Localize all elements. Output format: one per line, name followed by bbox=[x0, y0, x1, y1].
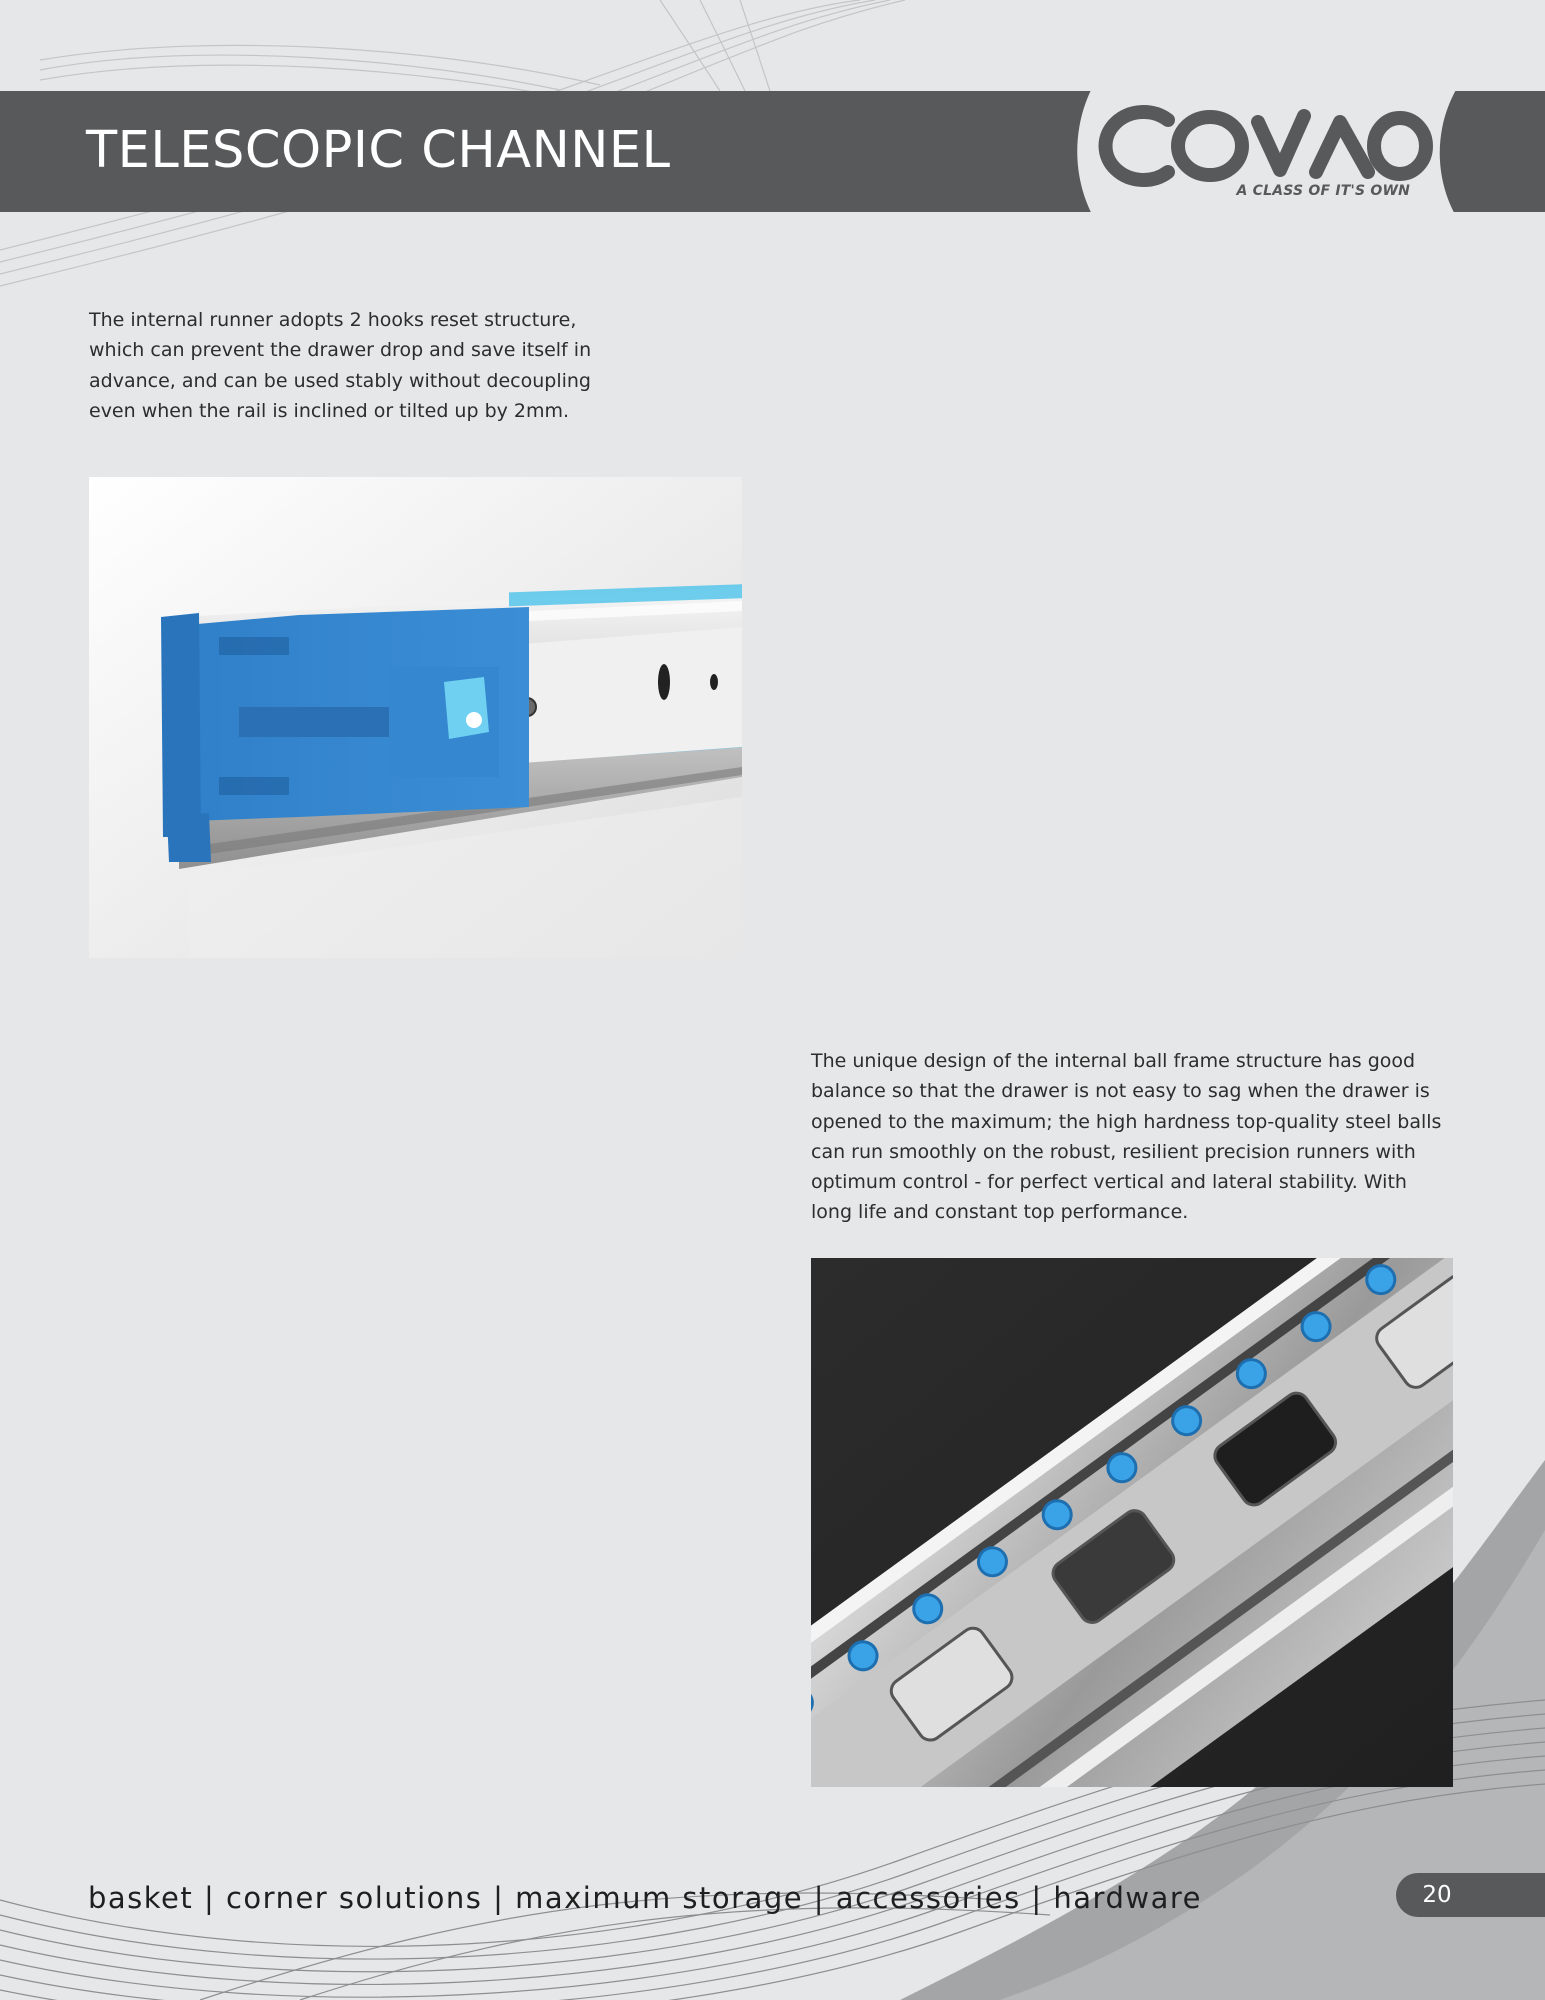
product-photo-ball-bearings bbox=[811, 1258, 1453, 1787]
section-2-description: The unique design of the internal ball frame structure has good balance so that the drawer is not easy to sag when the drawer is opened to the maximum; the high hardness top-quality steel balls can run smoothly on the robust, resilient precision runners with optimum control - for perfect vertical and lateral stability. With long life and constant top performance. bbox=[811, 1050, 1442, 1224]
section-1-description: The internal runner adopts 2 hooks reset structure, which can prevent the drawer drop and save itself in advance, and can be used stably without decoupling even when the rail is inclined or tilted up by 2mm. bbox=[89, 309, 592, 422]
brand-tagline: A CLASS OF IT'S OWN bbox=[1236, 183, 1410, 199]
page-title: TELESCOPIC CHANNEL bbox=[86, 121, 671, 180]
page-number: 20 bbox=[1422, 1882, 1452, 1908]
footer-category-nav: basket | corner solutions | maximum storage | accessories | hardware bbox=[88, 1881, 1202, 1915]
product-photo-hook-reset bbox=[89, 477, 742, 958]
